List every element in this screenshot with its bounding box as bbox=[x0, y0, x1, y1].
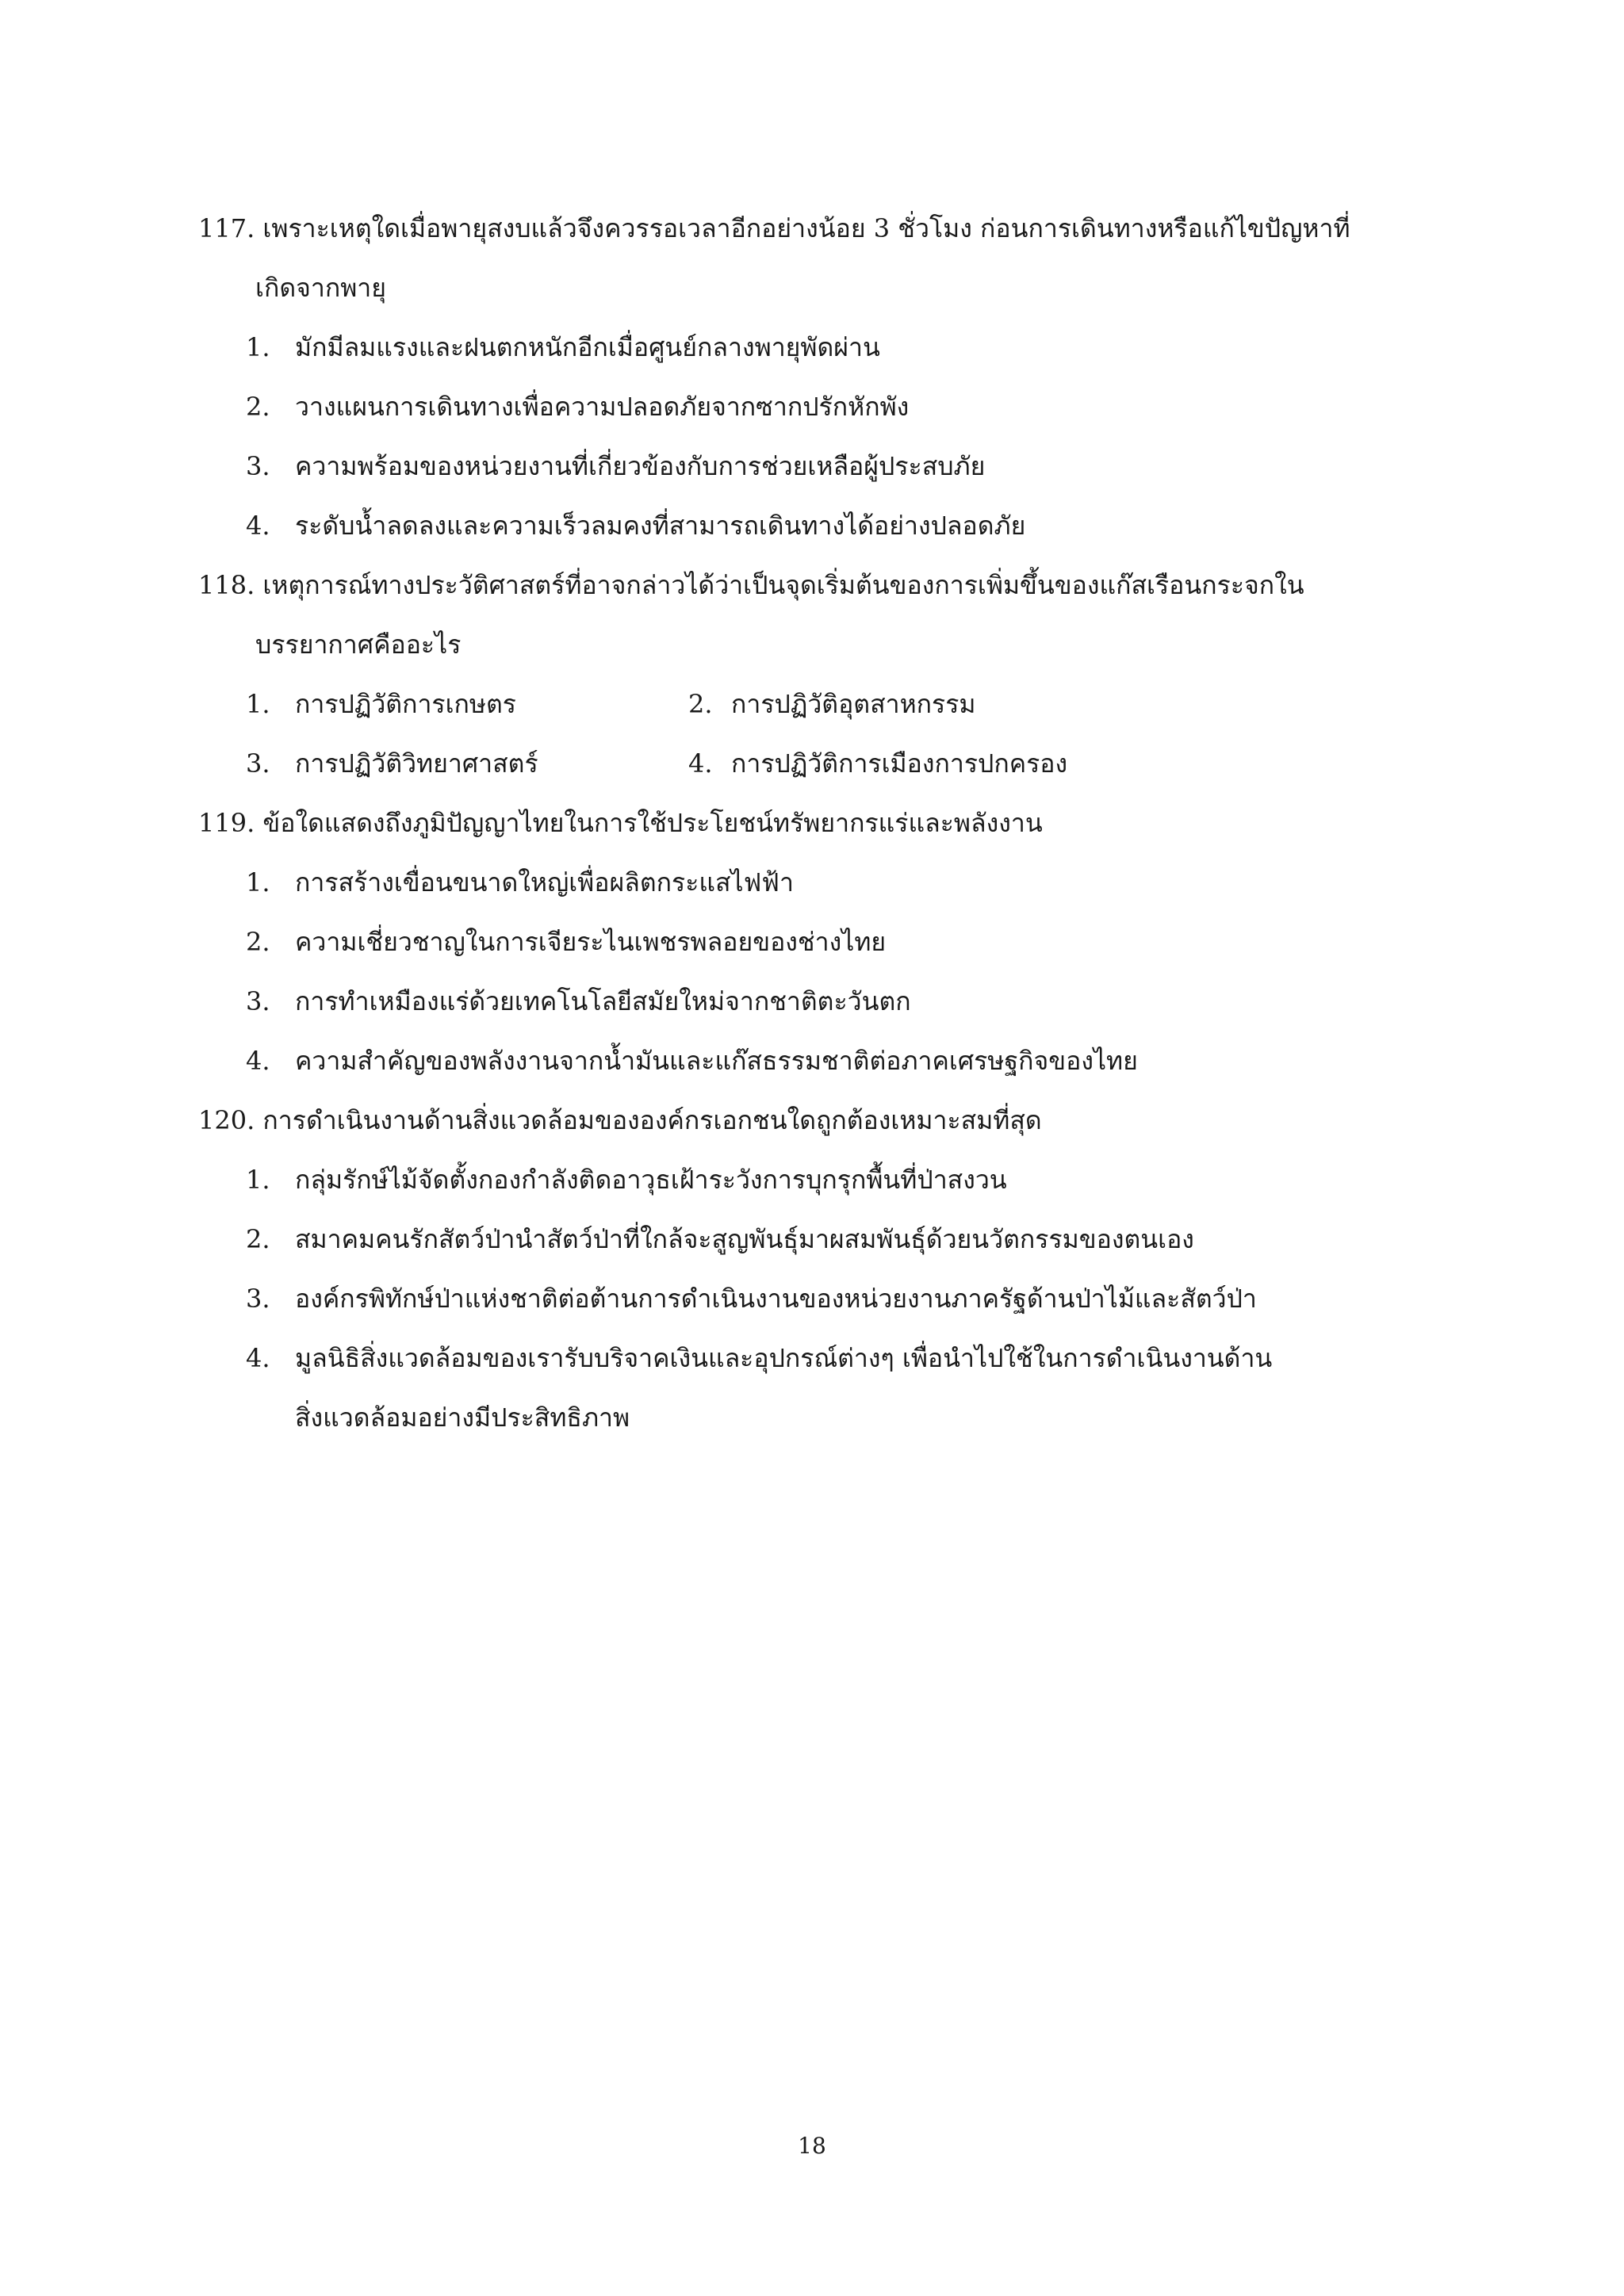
choice-number: 2. bbox=[246, 1224, 270, 1254]
choice-text: มูลนิธิสิ่งแวดล้อมของเรารับบริจาคเงินและอุปกรณ์ต่างๆ เพื่อนำไปใช้ในการดำเนินงานด้าน bbox=[295, 1343, 1273, 1373]
choice-text: การทำเหมืองแร่ด้วยเทคโนโลยีสมัยใหม่จากชาติตะวันตก bbox=[295, 986, 911, 1016]
choice-number: 3. bbox=[246, 748, 270, 779]
choice-text: การปฏิวัติอุตสาหกรรม bbox=[731, 689, 976, 719]
choice-number: 3. bbox=[246, 1284, 270, 1314]
question-number: 120. bbox=[198, 1105, 255, 1135]
choice-text: การสร้างเขื่อนขนาดใหญ่เพื่อผลิตกระแสไฟฟ้า bbox=[295, 867, 794, 897]
question-117-line2: เกิดจากพายุ bbox=[255, 273, 386, 303]
choice-number: 4. bbox=[246, 1343, 270, 1373]
question-119-line1 bbox=[198, 806, 1043, 840]
question-120-line1 bbox=[198, 1103, 1042, 1138]
choice-number: 1. bbox=[246, 867, 270, 897]
choice-number: 2. bbox=[246, 927, 270, 957]
choice-text: การปฏิวัติวิทยาศาสตร์ bbox=[295, 748, 538, 779]
choice-text: การปฏิวัติการเมืองการปกครอง bbox=[731, 748, 1068, 779]
choice-text: สมาคมคนรักสัตว์ป่านำสัตว์ป่าที่ใกล้จะสูญพันธุ์มาผสมพันธุ์ด้วยนวัตกรรมของตนเอง bbox=[295, 1224, 1194, 1254]
choice-text: ความเชี่ยวชาญในการเจียระไนเพชรพลอยของช่างไทย bbox=[295, 927, 887, 957]
choice-text: ระดับน้ำลดลงและความเร็วลมคงที่สามารถเดินทางได้อย่างปลอดภัย bbox=[295, 511, 1026, 541]
choice-number: 4. bbox=[688, 748, 713, 779]
question-number: 119. bbox=[198, 808, 255, 838]
question-text: เพราะเหตุใดเมื่อพายุสงบแล้วจึงควรรอเวลาอีกอย่างน้อย 3 ชั่วโมง ก่อนการเดินทางหรือแก้ไขปัญหาที่ bbox=[262, 213, 1350, 243]
question-117-line1 bbox=[198, 211, 1350, 246]
question-number: 118. bbox=[198, 570, 255, 600]
choice-number: 4. bbox=[246, 1046, 270, 1076]
choice-number: 3. bbox=[246, 986, 270, 1016]
choice-number: 1. bbox=[246, 689, 270, 719]
choice-number: 2. bbox=[688, 689, 713, 719]
question-text: การดำเนินงานด้านสิ่งแวดล้อมขององค์กรเอกชนใดถูกต้องเหมาะสมที่สุด bbox=[262, 1105, 1042, 1135]
page-number: 18 bbox=[798, 2133, 826, 2159]
question-text: เหตุการณ์ทางประวัติศาสตร์ที่อาจกล่าวได้ว่าเป็นจุดเริ่มต้นของการเพิ่มขึ้นของแก๊สเรือนกระจกใน bbox=[262, 570, 1304, 600]
choice-number: 4. bbox=[246, 511, 270, 541]
question-118-line1 bbox=[198, 568, 1304, 603]
question-text: ข้อใดแสดงถึงภูมิปัญญาไทยในการใช้ประโยชน์ทรัพยากรแร่และพลังงาน bbox=[262, 808, 1043, 838]
question-number: 117. bbox=[198, 213, 255, 243]
choice-text: ความพร้อมของหน่วยงานที่เกี่ยวข้องกับการช่วยเหลือผู้ประสบภัย bbox=[295, 451, 986, 481]
choice-text-continuation: สิ่งแวดล้อมอย่างมีประสิทธิภาพ bbox=[295, 1402, 630, 1433]
choice-text: วางแผนการเดินทางเพื่อความปลอดภัยจากซากปรักหักพัง bbox=[295, 392, 910, 422]
choice-text: มักมีลมแรงและฝนตกหนักอีกเมื่อศูนย์กลางพายุพัดผ่าน bbox=[295, 332, 880, 362]
question-118-line2: บรรยากาศคืออะไร bbox=[255, 629, 462, 660]
choice-number: 2. bbox=[246, 392, 270, 422]
choice-number: 3. bbox=[246, 451, 270, 481]
choice-number: 1. bbox=[246, 1165, 270, 1195]
choice-text: กลุ่มรักษ์ไม้จัดตั้งกองกำลังติดอาวุธเฝ้าระวังการบุกรุกพื้นที่ป่าสงวน bbox=[295, 1165, 1007, 1195]
choice-text: การปฏิวัติการเกษตร bbox=[295, 689, 516, 719]
choice-text: องค์กรพิทักษ์ป่าแห่งชาติต่อต้านการดำเนินงานของหน่วยงานภาครัฐด้านป่าไม้และสัตว์ป่า bbox=[295, 1284, 1257, 1314]
choice-text: ความสำคัญของพลังงานจากน้ำมันและแก๊สธรรมชาติต่อภาคเศรษฐกิจของไทย bbox=[295, 1046, 1138, 1076]
choice-number: 1. bbox=[246, 332, 270, 362]
